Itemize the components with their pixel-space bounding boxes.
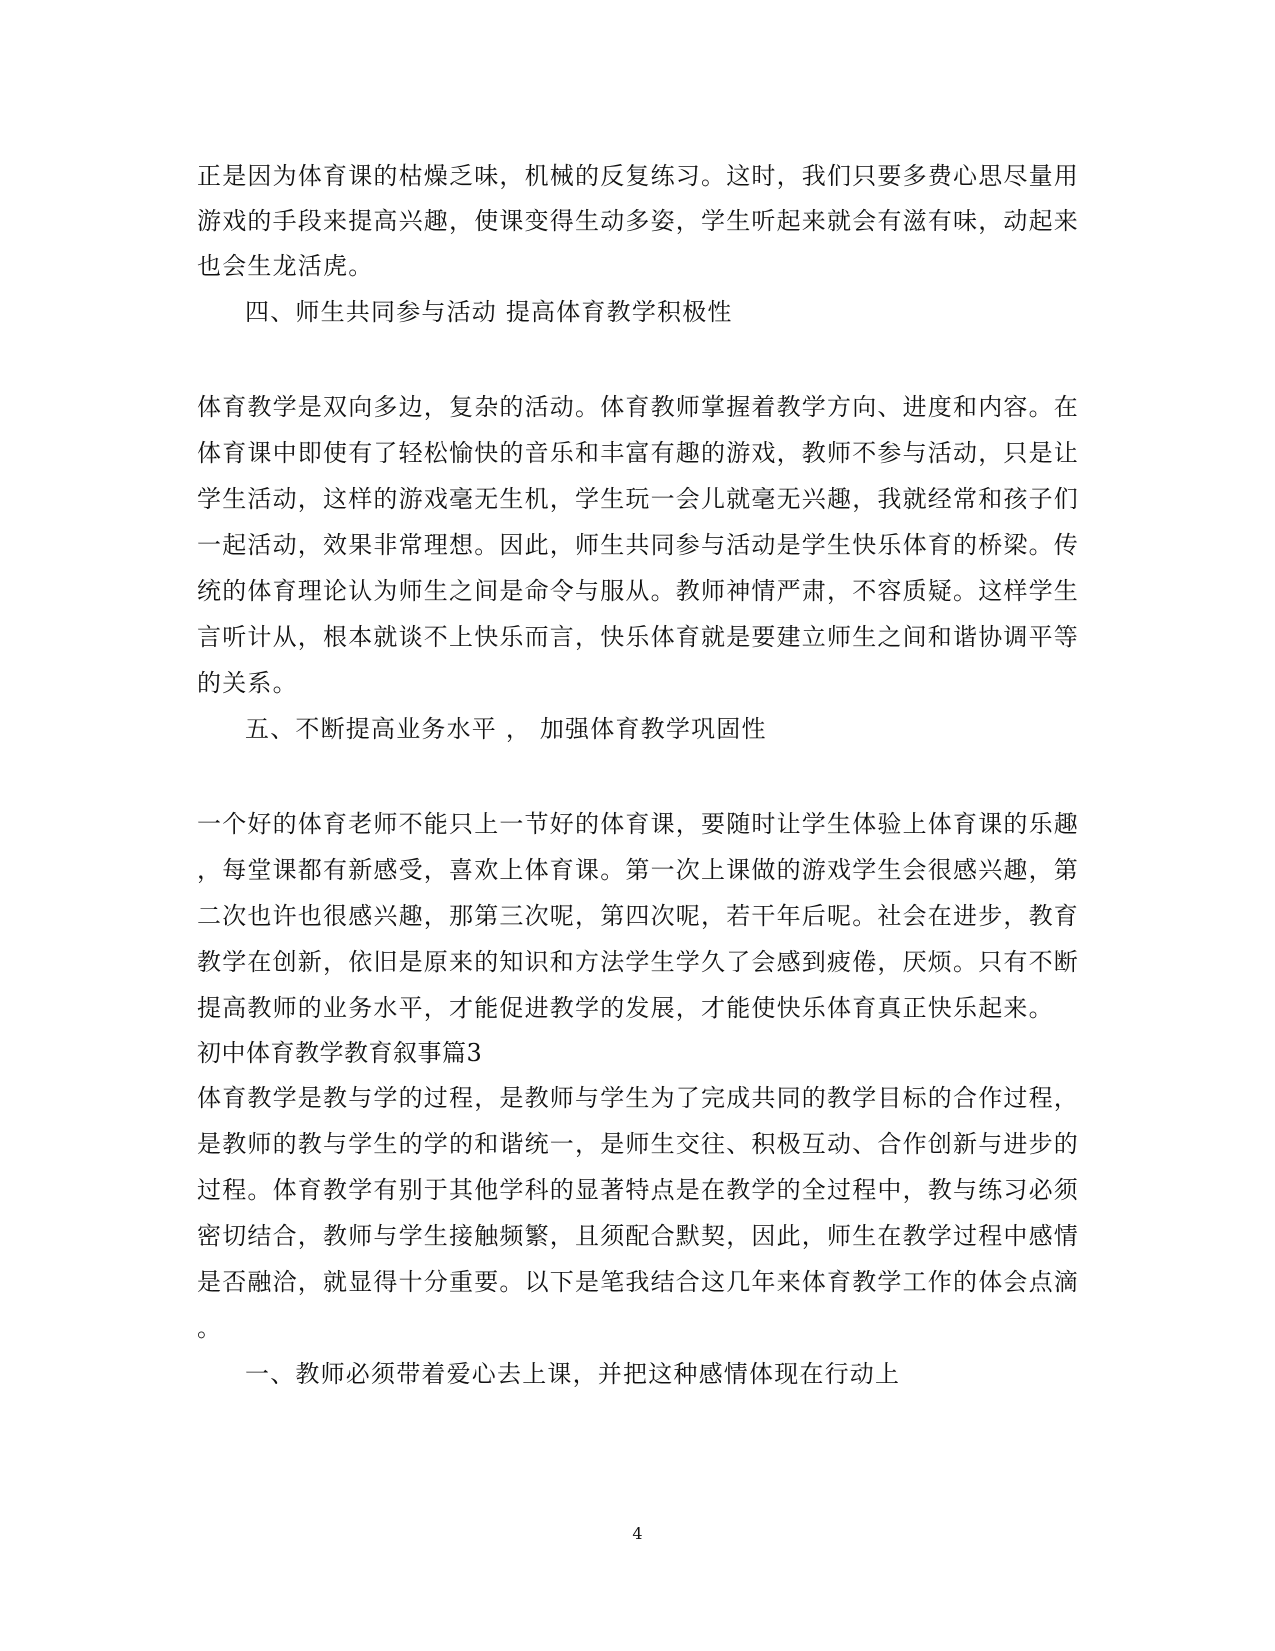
- body-text-line: 是否融洽，就显得十分重要。以下是笔我结合这几年来体育教学工作的体会点滴: [197, 1268, 1079, 1296]
- body-text-line: 正是因为体育课的枯燥乏味，机械的反复练习。这时，我们只要多费心思尽量用: [197, 162, 1079, 190]
- page-number: 4: [632, 1524, 643, 1543]
- body-text-line: 游戏的手段来提高兴趣，使课变得生动多姿，学生听起来就会有滋有味，动起来: [197, 207, 1079, 235]
- body-text-line: 一个好的体育老师不能只上一节好的体育课，要随时让学生体验上体育课的乐趣: [197, 810, 1079, 838]
- body-text-line: 一起活动，效果非常理想。因此，师生共同参与活动是学生快乐体育的桥梁。传: [197, 531, 1079, 559]
- body-text-line: 体育课中即使有了轻松愉快的音乐和丰富有趣的游戏，教师不参与活动，只是让: [197, 439, 1079, 467]
- body-text-line: 统的体育理论认为师生之间是命令与服从。教师神情严肃，不容质疑。这样学生: [197, 577, 1079, 605]
- body-text-line: 也会生龙活虎。: [197, 252, 374, 280]
- body-text-line: 体育教学是双向多边，复杂的活动。体育教师掌握着教学方向、进度和内容。在: [197, 393, 1079, 421]
- article-subtitle: 初中体育教学教育叙事篇3: [197, 1039, 483, 1067]
- body-text-line: 。: [197, 1314, 223, 1342]
- body-text-line: 提高教师的业务水平，才能促进教学的发展，才能使快乐体育真正快乐起来。: [197, 994, 1054, 1022]
- body-text-line: 学生活动，这样的游戏毫无生机，学生玩一会儿就毫无兴趣，我就经常和孩子们: [197, 485, 1079, 513]
- body-text-line: 的关系。: [197, 669, 298, 697]
- body-text-line: 言听计从，根本就谈不上快乐而言，快乐体育就是要建立师生之间和谐协调平等: [197, 623, 1079, 651]
- section-heading: 五、不断提高业务水平 ， 加强体育教学巩固性: [245, 715, 767, 743]
- body-text-line: 密切结合，教师与学生接触频繁，且须配合默契，因此，师生在教学过程中感情: [197, 1222, 1079, 1250]
- body-text-line: 过程。体育教学有别于其他学科的显著特点是在教学的全过程中，教与练习必须: [197, 1176, 1079, 1204]
- section-heading: 四、师生共同参与活动 提高体育教学积极性: [245, 298, 733, 326]
- body-text-line: 二次也许也很感兴趣，那第三次呢，第四次呢，若干年后呢。社会在进步，教育: [197, 902, 1079, 930]
- section-heading: 一、教师必须带着爱心去上课，并把这种感情体现在行动上: [245, 1360, 901, 1388]
- body-text-line: 是教师的教与学生的学的和谐统一，是师生交往、积极互动、合作创新与进步的: [197, 1130, 1079, 1158]
- body-text-line: 体育教学是教与学的过程，是教师与学生为了完成共同的教学目标的合作过程，: [197, 1084, 1079, 1112]
- body-text-line: ，每堂课都有新感受，喜欢上体育课。第一次上课做的游戏学生会很感兴趣，第: [197, 856, 1079, 884]
- body-text-line: 教学在创新，依旧是原来的知识和方法学生学久了会感到疲倦，厌烦。只有不断: [197, 948, 1079, 976]
